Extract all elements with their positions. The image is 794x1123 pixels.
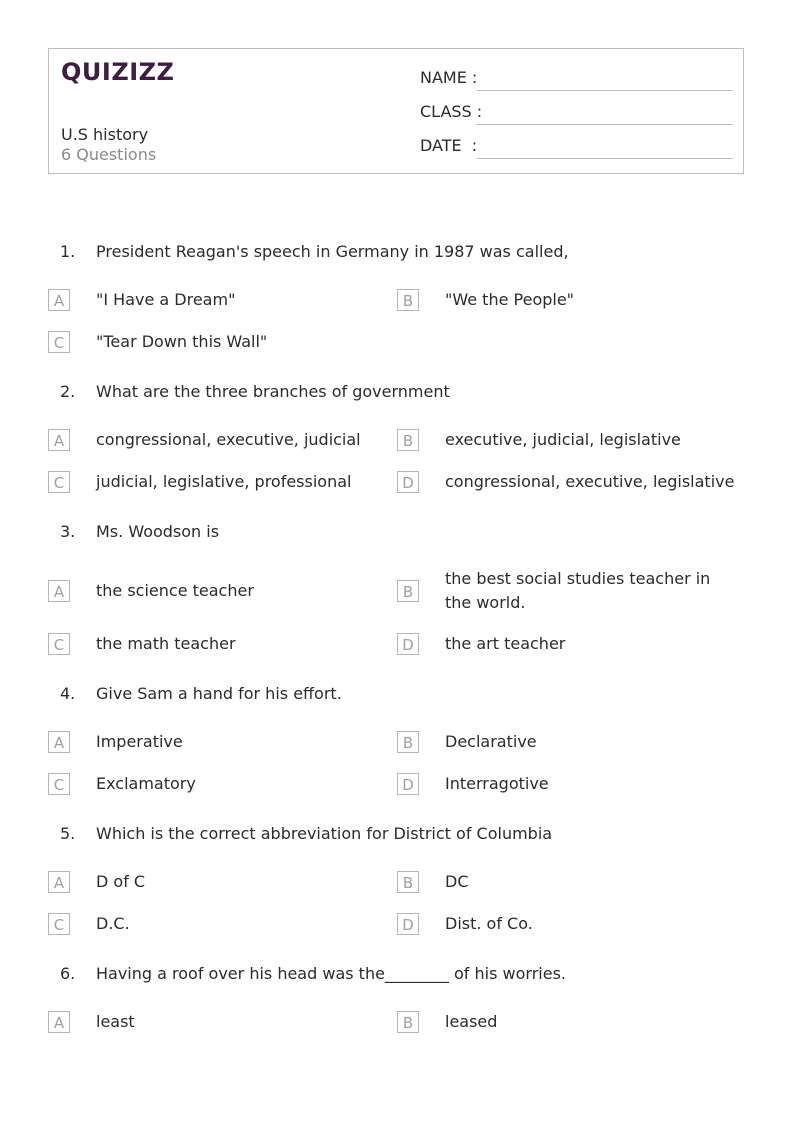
question-number: 1. (60, 242, 76, 261)
class-field[interactable] (420, 102, 733, 126)
option-letter: D (397, 773, 419, 795)
date-label: DATE : (420, 136, 478, 155)
question-text: Give Sam a hand for his effort. (96, 684, 342, 703)
option-letter: C (48, 633, 70, 655)
option-letter: C (48, 471, 70, 493)
option-letter: D (397, 471, 419, 493)
option-letter: B (397, 731, 419, 753)
option-text: judicial, legislative, professional (96, 472, 352, 491)
question-text: What are the three branches of government (96, 382, 450, 401)
option-text: executive, judicial, legislative (445, 430, 681, 449)
option-text: the art teacher (445, 634, 566, 653)
option-letter: A (48, 1011, 70, 1033)
quizizz-logo: QUIZIZZ (61, 58, 175, 86)
question-text: Ms. Woodson is (96, 522, 220, 541)
class-label: CLASS : (420, 102, 483, 121)
option-letter: B (397, 289, 419, 311)
option-letter: B (397, 429, 419, 451)
option-text: the science teacher (96, 581, 254, 600)
date-field[interactable] (420, 136, 733, 160)
option-text: the math teacher (96, 634, 236, 653)
option-text: the best social studies teacher in the world. (445, 569, 711, 612)
option-text: "Tear Down this Wall" (96, 332, 268, 351)
option-letter: A (48, 289, 70, 311)
option-text: Interragotive (445, 774, 549, 793)
question-number: 2. (60, 382, 76, 401)
option-text: DC (445, 872, 469, 891)
option-letter: A (48, 731, 70, 753)
option-text: "I Have a Dream" (96, 290, 236, 309)
question-number: 5. (60, 824, 76, 843)
option-text: congressional, executive, legislative (445, 472, 735, 491)
option-text: congressional, executive, judicial (96, 430, 361, 449)
option-letter: C (48, 773, 70, 795)
option-text: Dist. of Co. (445, 914, 533, 933)
option-letter: B (397, 580, 419, 602)
option-text: D of C (96, 872, 146, 891)
question-count: 6 Questions (61, 145, 157, 164)
option-letter: A (48, 580, 70, 602)
question-number: 4. (60, 684, 76, 703)
option-letter: D (397, 913, 419, 935)
option-text: least (96, 1012, 135, 1031)
question-number: 6. (60, 964, 76, 983)
option-text: leased (445, 1012, 498, 1031)
option-letter: B (397, 1011, 419, 1033)
question-text: Which is the correct abbreviation for District of Columbia (96, 824, 553, 843)
question-number: 3. (60, 522, 76, 541)
option-letter: A (48, 871, 70, 893)
worksheet-header (48, 48, 744, 174)
class-line (477, 124, 733, 125)
option-letter: C (48, 913, 70, 935)
name-label: NAME : (420, 68, 478, 87)
option-letter: D (397, 633, 419, 655)
option-letter: A (48, 429, 70, 451)
option-text: D.C. (96, 914, 130, 933)
option-text: "We the People" (445, 290, 575, 309)
question-text: Having a roof over his head was the________ of his worries. (96, 964, 566, 983)
date-line (477, 158, 733, 159)
option-letter: B (397, 871, 419, 893)
option-letter: C (48, 331, 70, 353)
option-text: Declarative (445, 732, 537, 751)
option-text: Imperative (96, 732, 183, 751)
name-line (477, 90, 733, 91)
worksheet-title: U.S history (61, 125, 149, 144)
question-text: President Reagan's speech in Germany in 1987 was called, (96, 242, 569, 261)
name-field[interactable] (420, 68, 733, 92)
option-text: Exclamatory (96, 774, 196, 793)
